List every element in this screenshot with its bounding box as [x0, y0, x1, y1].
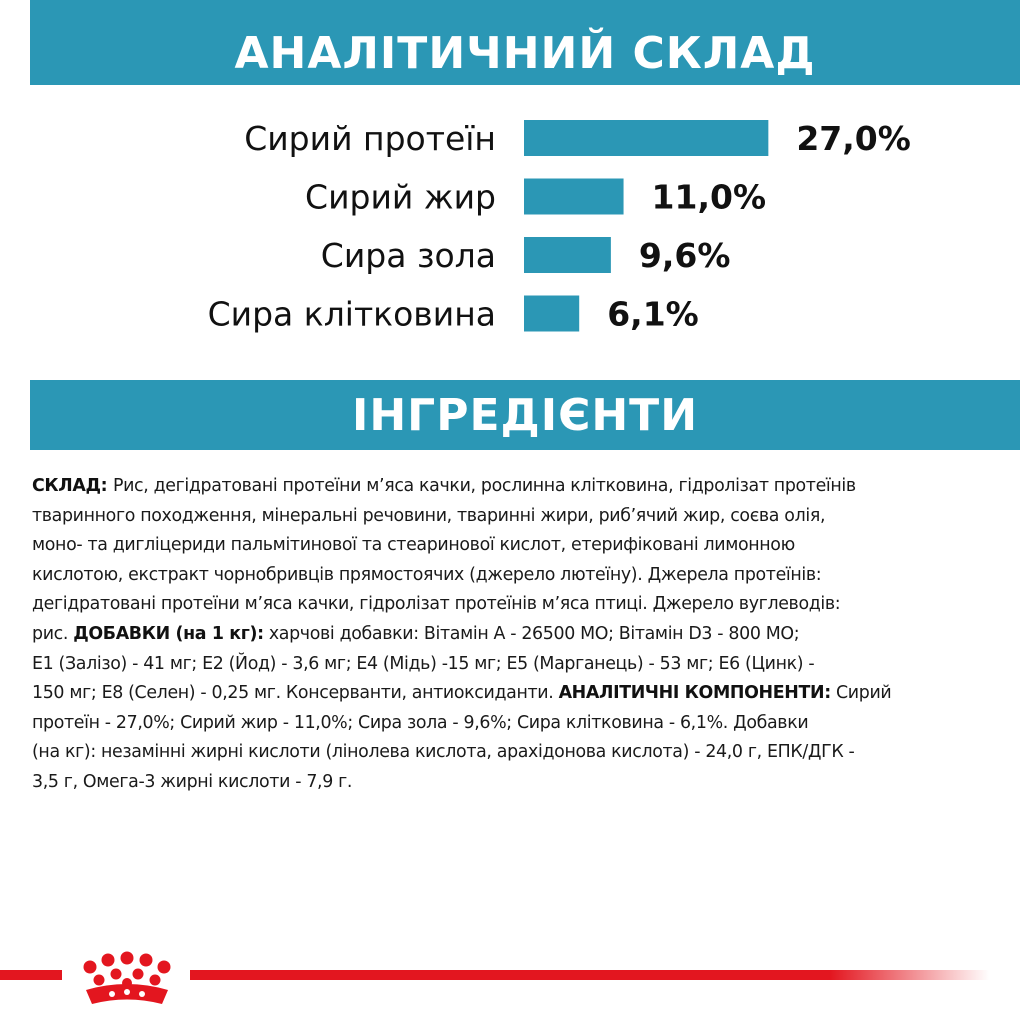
footer-stripe-left [0, 970, 62, 980]
ingredients-line [32, 650, 1022, 680]
ingredients-text-segment: Сирий [830, 683, 892, 704]
ingredients-text [32, 472, 1022, 798]
footer-stripe-right [190, 970, 990, 980]
ingredients-text-segment: кислотою, екстракт чорнобривців прямостоячих (джерело лютеїну). Джерела протеїнів: [32, 564, 822, 585]
value-label: 27,0% [796, 119, 911, 158]
ingredients-text-segment: E1 (Залізо) - 41 мг; E2 (Йод) - 3,6 мг; E4 (Мідь) -15 мг; E5 (Марганець) - 53 мг; E6 (Цинк) - [32, 653, 815, 674]
ingredients-text-segment: 3,5 г, Омега-3 жирні кислоти - 7,9 г. [32, 771, 353, 792]
ingredients-line [32, 679, 1022, 709]
ingredients-section-heading: АНАЛІТИЧНІ КОМПОНЕНТИ: [558, 683, 831, 704]
value-bar [524, 120, 768, 156]
category-label: Сира клітковина [207, 294, 496, 334]
value-bar [524, 237, 611, 273]
category-label: Сирий протеїн [244, 119, 496, 158]
ingredients-section-heading: ДОБАВКИ (на 1 кг): [73, 623, 264, 644]
footer-brand-stripe [0, 940, 1024, 1024]
ingredients-text-segment: Рис, дегідратовані протеїни м’яса качки, рослинна клітковина, гідролізат протеїнів [112, 476, 856, 496]
category-label: Сира зола [320, 236, 496, 275]
ingredients-banner [30, 380, 1020, 450]
ingredients-line [32, 472, 1022, 502]
ingredients-line [32, 502, 1022, 532]
ingredients-text-segment: тваринного походження, мінеральні речовини, тваринні жири, риб’ячий жир, соєва олія, [32, 505, 826, 526]
ingredients-section-heading: СКЛАД: [32, 476, 113, 496]
ingredients-text-segment: моно- та дигліцериди пальмітинової та стеаринової кислот, етерифіковані лимонною [32, 535, 795, 556]
category-label: Сирий жир [305, 177, 496, 217]
ingredients-text-segment: харчові добавки: Вітамін А - 26500 МО; Вітамін D3 - 800 МО; [263, 623, 800, 644]
value-label: 9,6% [638, 236, 731, 275]
value-bar [524, 296, 579, 332]
ingredients-line [32, 738, 1022, 768]
ingredients-line [32, 561, 1022, 591]
ingredients-line [32, 531, 1022, 561]
ingredients-text-segment: рис. [32, 623, 74, 644]
analysis-bar-chart [0, 100, 1024, 350]
ingredients-line [32, 620, 1022, 650]
royal-canin-crown-logo-icon [84, 952, 171, 1005]
analytic-composition-banner [30, 0, 1020, 85]
ingredients-text-segment: протеїн - 27,0%; Сирий жир - 11,0%; Сира зола - 9,6%; Сира клітковина - 6,1%. Добавки [32, 712, 809, 733]
ingredients-line [32, 590, 1022, 620]
value-label: 11,0% [651, 177, 767, 217]
ingredients-text-segment: (на кг): незамінні жирні кислоти (лінолева кислота, арахідонова кислота) - 24,0 г, ЕПК/ДГК - [32, 742, 855, 763]
analytic-composition-title: АНАЛІТИЧНИЙ СКЛАД [234, 28, 816, 79]
ingredients-title: ІНГРЕДІЄНТИ [351, 390, 699, 441]
value-label: 6,1% [607, 294, 699, 334]
value-bar [524, 179, 624, 215]
ingredients-text-segment: дегідратовані протеїни м’яса качки, гідролізат протеїнів м’яса птиці. Джерело вуглеводів: [32, 594, 841, 615]
ingredients-text-segment: 150 мг; E8 (Селен) - 0,25 мг. Консерванти, антиоксиданти. [32, 683, 559, 704]
ingredients-line [32, 709, 1022, 739]
ingredients-line [32, 768, 1022, 798]
